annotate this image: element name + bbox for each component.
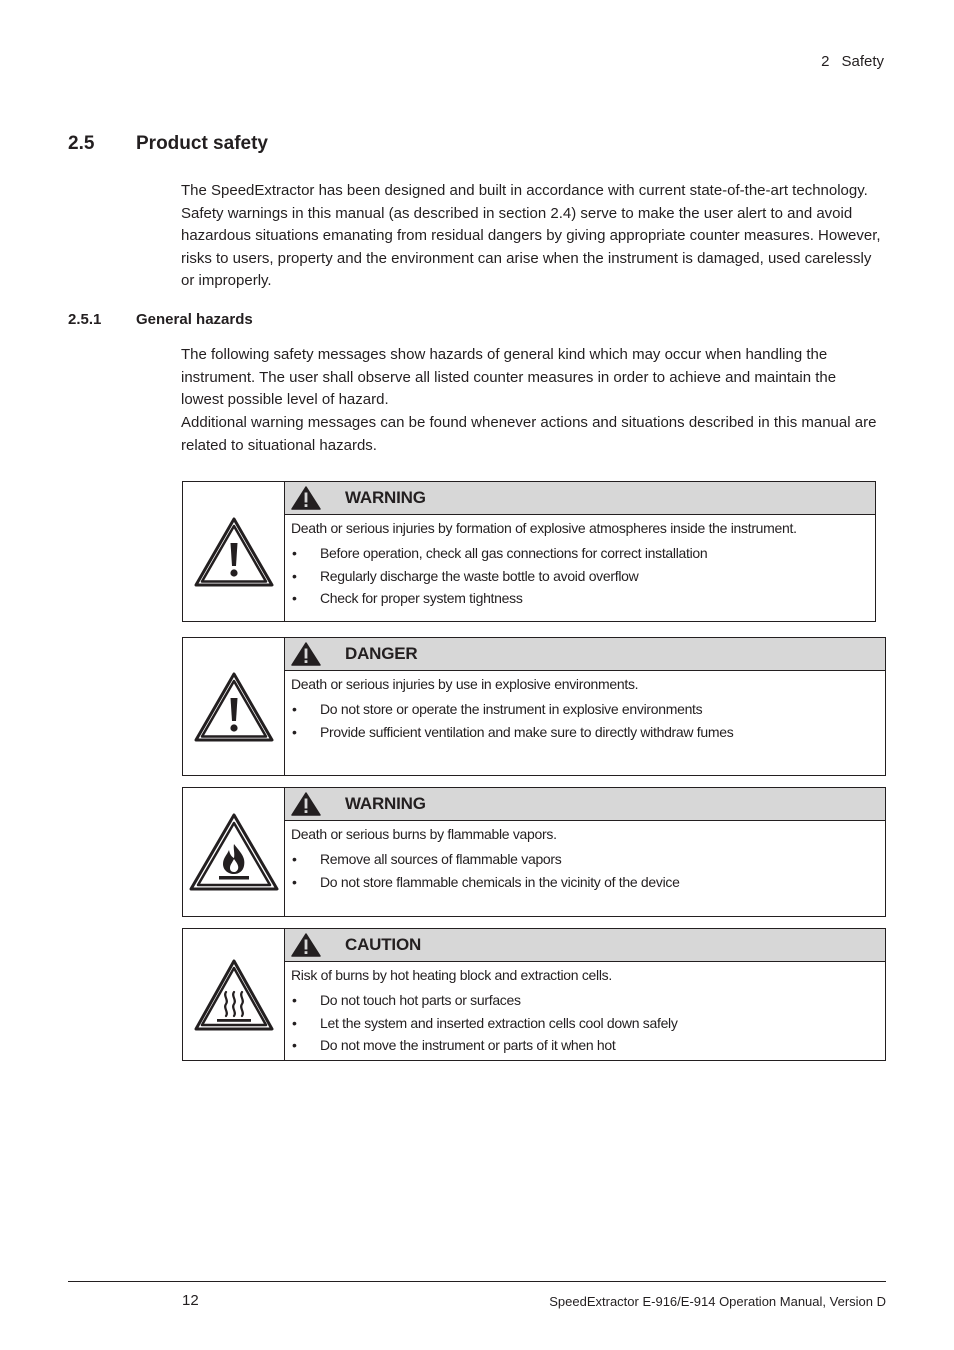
symbol-cell: [183, 788, 285, 916]
section-number: 2.5: [68, 133, 95, 154]
message-content: [285, 638, 885, 775]
additional-warnings-paragraph: Additional warning messages can be found whenever actions and situations described in this manual are related to situational hazards.: [181, 414, 877, 454]
warning-triangle-icon: [291, 486, 321, 510]
symbol-cell: [183, 638, 285, 775]
signal-word: WARNING: [345, 488, 426, 507]
signal-word: CAUTION: [345, 935, 422, 954]
warning-triangle-icon: [291, 642, 321, 666]
hot-surface-icon: [193, 958, 275, 1032]
page-number: 12: [182, 1292, 199, 1309]
signal-word-bar: [285, 788, 885, 821]
counter-measures-list: [291, 989, 879, 1057]
general-hazards-paragraph: The following safety messages show hazards of general kind which may occur when handling the instrument. The user shall observe all listed counter measures in order to achieve and maintain the lowest possible level of hazard.: [181, 346, 837, 408]
signal-word-bar: [285, 638, 885, 671]
subsection-title: General hazards: [136, 311, 253, 328]
counter-measures-list: [291, 542, 869, 610]
signal-word-bar: [285, 929, 885, 962]
warning-triangle-icon: [291, 792, 321, 816]
safety-message-explosive-atmosphere: [182, 481, 876, 622]
hazard-description: Risk of burns by hot heating block and extraction cells.: [291, 967, 612, 983]
counter-measure-item: • Let the system and inserted extraction cells cool down safely: [291, 1012, 879, 1035]
hazard-description: Death or serious burns by flammable vapors.: [291, 826, 557, 842]
message-body: [285, 821, 885, 893]
message-body: [285, 962, 885, 1057]
counter-measures-list: [291, 848, 879, 893]
document-title: SpeedExtractor E-916/E-914 Operation Manual, Version D: [549, 1294, 886, 1309]
counter-measure-item: • Do not store flammable chemicals in the vicinity of the device: [291, 871, 879, 894]
intro-paragraph: The SpeedExtractor has been designed and built in accordance with current state-of-the-art technology. Safety warnings in this manual (as described in section 2.4) serve to make the user alert to and avoid hazardous situations emanating from residual dangers by giving appropriate counter measures. However, risks to users, property and the environment can arise when the instrument is damaged, used carelessly or improperly.: [181, 182, 881, 289]
counter-measure-item: • Check for proper system tightness: [291, 587, 869, 610]
counter-measure-item: • Regularly discharge the waste bottle to avoid overflow: [291, 565, 869, 588]
message-content: [285, 929, 885, 1060]
counter-measure-item: • Provide sufficient ventilation and make sure to directly withdraw fumes: [291, 721, 879, 744]
hazard-description: Death or serious injuries by formation of explosive atmospheres inside the instrument.: [291, 520, 797, 536]
counter-measure-item: • Do not move the instrument or parts of it when hot: [291, 1034, 879, 1057]
subsection-heading: [68, 311, 253, 328]
hazard-description: Death or serious injuries by use in explosive environments.: [291, 676, 639, 692]
safety-message-flammable-vapors: [182, 787, 886, 917]
general-warning-icon: [193, 516, 275, 588]
chapter-title: Safety: [841, 53, 884, 70]
signal-word: WARNING: [345, 794, 426, 813]
message-content: [285, 482, 875, 621]
section-title: Product safety: [136, 133, 268, 154]
running-header: [821, 53, 884, 70]
message-body: [285, 671, 885, 743]
subsection-number: 2.5.1: [68, 311, 102, 328]
counter-measures-list: [291, 698, 879, 743]
symbol-cell: [183, 929, 285, 1060]
warning-triangle-icon: [291, 933, 321, 957]
counter-measure-item: • Remove all sources of flammable vapors: [291, 848, 879, 871]
section-heading: [68, 133, 268, 155]
safety-message-explosive-environment: [182, 637, 886, 776]
signal-word: DANGER: [345, 644, 418, 663]
counter-measure-item: • Do not store or operate the instrument in explosive environments: [291, 698, 879, 721]
message-content: [285, 788, 885, 916]
counter-measure-item: • Do not touch hot parts or surfaces: [291, 989, 879, 1012]
signal-word-bar: [285, 482, 875, 515]
flammable-icon: [188, 812, 280, 892]
footer-divider: [68, 1281, 886, 1282]
general-warning-icon: [193, 671, 275, 743]
counter-measure-item: • Before operation, check all gas connections for correct installation: [291, 542, 869, 565]
chapter-number: 2: [821, 53, 830, 70]
symbol-cell: [183, 482, 285, 621]
message-body: [285, 515, 875, 610]
safety-message-hot-surface: [182, 928, 886, 1061]
